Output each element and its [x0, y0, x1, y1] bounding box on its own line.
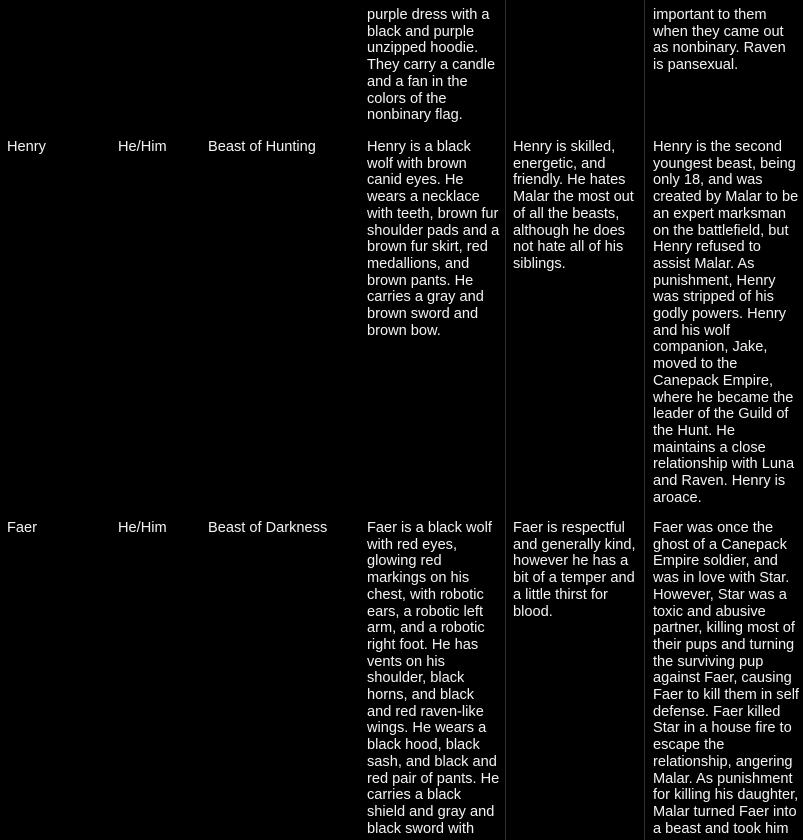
table-cell-appearance: Faer is a black wolf with red eyes, glowing red markings on his chest, with robotic ears, a robotic left arm, and a robotic right foot. He has vents on his shoulder, black horns, and black and red raven-like wings. He wears a black hood, black sash, and black and red pair of pants. He carries a black shield and gray and black sword with — [367, 520, 500, 837]
column-divider — [644, 0, 645, 840]
table-cell-title: Beast of Hunting — [208, 139, 316, 155]
table-cell-personality: Henry is skilled, energetic, and friendly. He hates Malar the most out of all the beasts, although he does not hate all of his siblings. — [513, 139, 634, 272]
table-cell-background: Henry is the second youngest beast, being only 18, and was created by Malar to be an expert marksman on the battlefield, but Henry refused to assist Malar. As punishment, Henry was stripped of his godly powers. Henry and his wolf companion, Jake, moved to the Canepack Empire, where he became the leader of the Guild of the Hunt. He maintains a close relationship with Luna and Raven. Henry is aroace. — [653, 139, 799, 506]
table-cell-name: Faer — [7, 520, 38, 536]
table-cell-appearance: Henry is a black wolf with brown canid eyes. He wears a necklace with teeth, brown fur shoulder pads and a brown fur skirt, red medallions, and brown pants. He carries a gray and brown sword and brown bow. — [367, 139, 500, 339]
table-cell-appearance: purple dress with a black and purple unzipped hoodie. They carry a candle and a fan in the colors of the nonbinary flag. — [367, 7, 496, 124]
table-cell-title: Beast of Darkness — [208, 520, 328, 536]
table-cell-name: Henry — [7, 139, 46, 155]
column-divider — [505, 0, 506, 840]
table-cell-background: Faer was once the ghost of a Canepack Empire soldier, and was in love with Star. However, Star was a toxic and abusive partner, killing most of their pups and turning the surviving pup against Faer, causing Faer to kill them in self defense. Faer killed Star in a house fire to escape the relationship, angering Malar. As punishment for killing his daughter, Malar turned Faer into a beast and took him — [653, 520, 799, 837]
table-cell-background: important to them when they came out as nonbinary. Raven is pansexual. — [653, 7, 786, 74]
table-cell-pronouns: He/Him — [118, 520, 167, 536]
table-cell-personality: Faer is respectful and generally kind, however he has a bit of a temper and a little thirst for blood. — [513, 520, 636, 620]
table-cell-pronouns: He/Him — [118, 139, 167, 155]
